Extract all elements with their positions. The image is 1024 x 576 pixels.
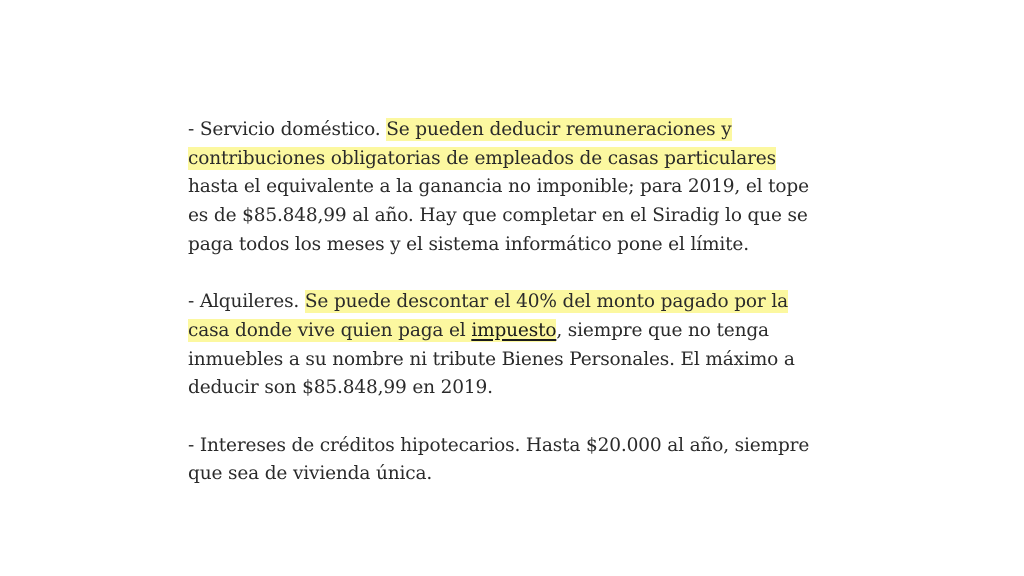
impuesto-link[interactable]: impuesto — [471, 319, 557, 341]
paragraph-intereses-hipotecarios — [188, 432, 828, 489]
paragraph-lead: - Alquileres. — [188, 291, 305, 313]
paragraph-text: deducir son $85.848,99 en 2019. — [188, 377, 493, 399]
highlighted-text: Se pueden deducir remuneraciones y — [386, 119, 732, 140]
highlighted-text-part: casa donde vive quien paga el — [188, 319, 472, 341]
article-body — [188, 116, 828, 518]
paragraph-text: hasta el equivalente a la ganancia no imponible; para 2019, el tope — [188, 176, 809, 198]
paragraph-text: que sea de vivienda única. — [188, 463, 433, 485]
paragraph-text: - Intereses de créditos hipotecarios. Hasta $20.000 al año, siempre — [188, 434, 810, 456]
paragraph-alquileres — [188, 288, 828, 403]
highlighted-text: contribuciones obligatorias de empleados de casas particulares — [188, 147, 776, 169]
highlighted-text — [188, 319, 556, 342]
paragraph-servicio-domestico — [188, 116, 828, 260]
paragraph-text: es de $85.848,99 al año. Hay que completar en el Siradig lo que se — [188, 205, 808, 227]
paragraph-text: , siempre que no tenga — [556, 319, 769, 341]
highlighted-text: Se puede descontar el 40% del monto pagado por la — [304, 291, 788, 313]
paragraph-text: paga todos los meses y el sistema informático pone el límite. — [188, 233, 749, 255]
paragraph-lead: - Servicio doméstico. — [188, 119, 387, 140]
paragraph-text: inmuebles a su nombre ni tribute Bienes Personales. El máximo a — [188, 348, 795, 370]
